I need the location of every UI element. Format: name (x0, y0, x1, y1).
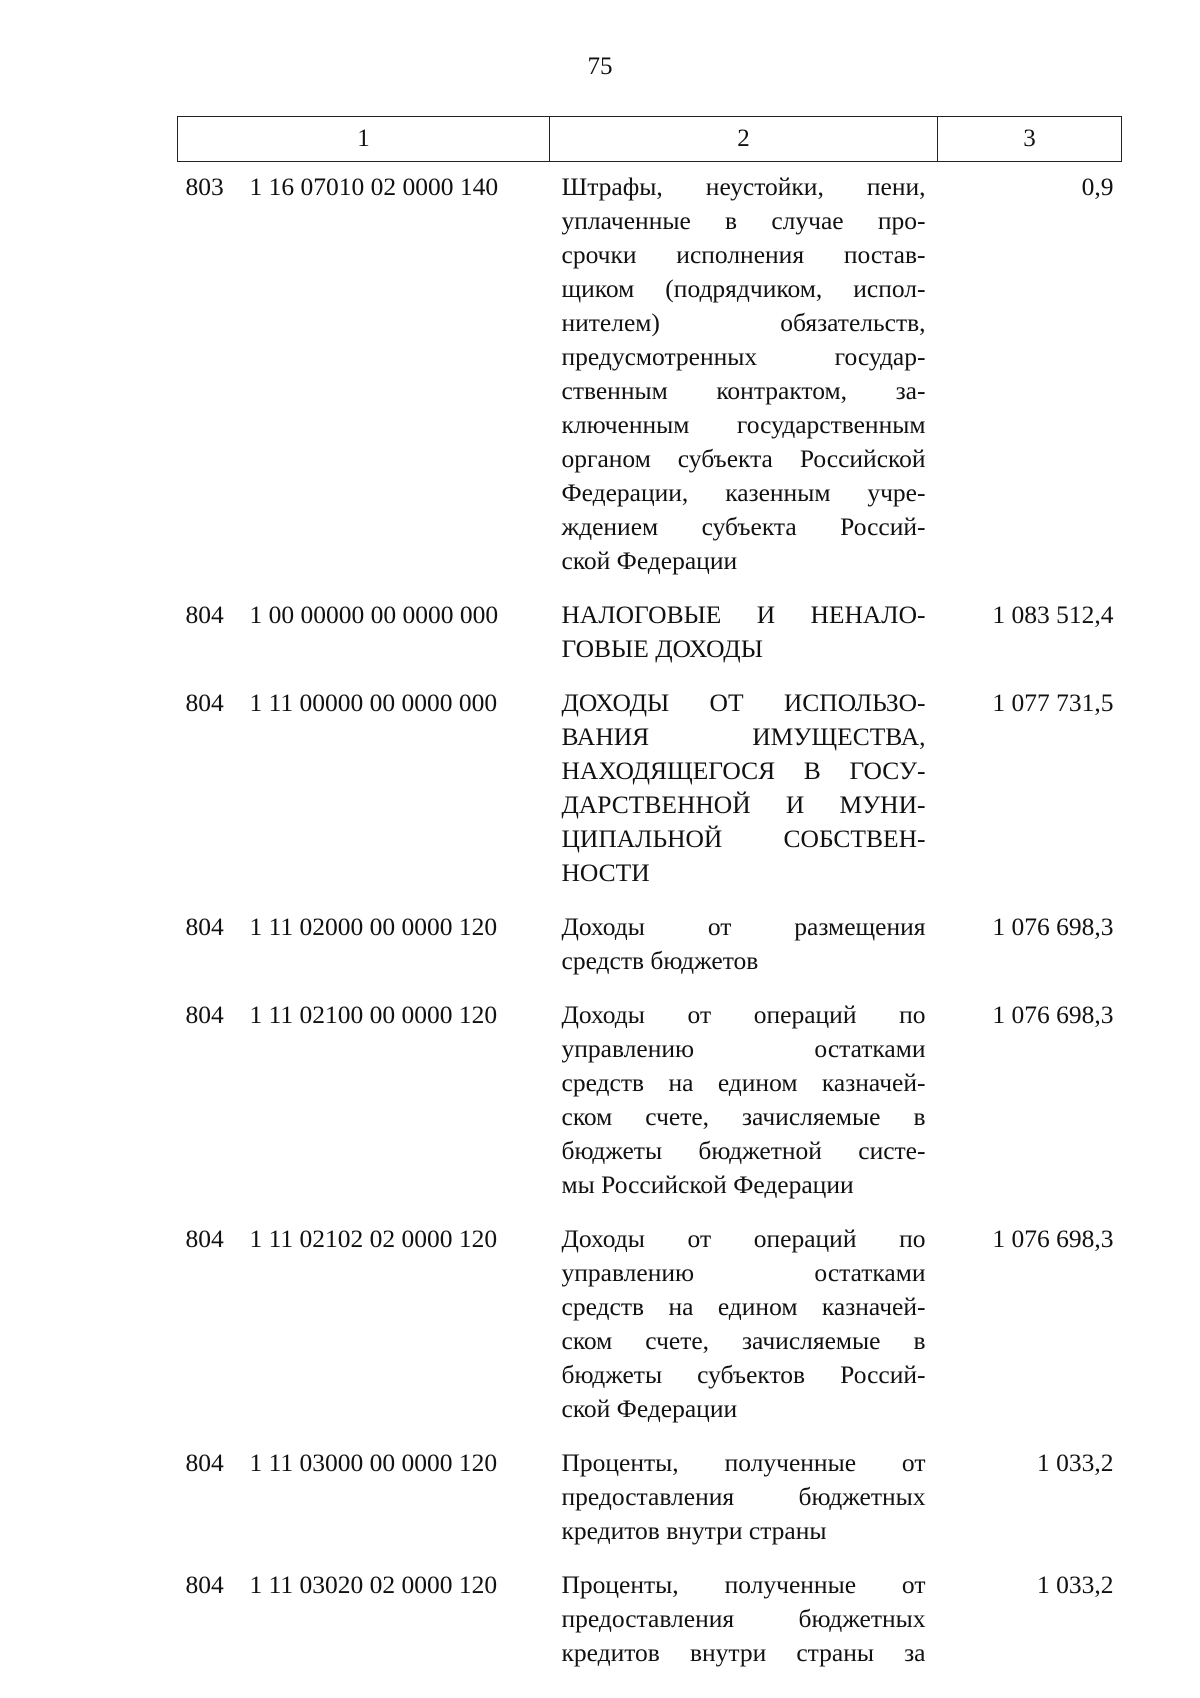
revenue-name-line: кредитов внутри страны (561, 1516, 827, 1545)
revenue-name-cell (550, 988, 938, 1212)
table-row (178, 988, 1122, 1212)
administrator-code: 804 (185, 688, 224, 717)
revenue-name-line: средств на едином казначей- (561, 1292, 926, 1321)
revenue-name-line: ском счете, зачисляемые в (561, 1102, 926, 1131)
revenue-name-line: ЦИПАЛЬНОЙ СОБСТВЕН- (561, 824, 926, 853)
revenue-name-line: мы Российской Федерации (561, 1170, 854, 1199)
revenue-name-line: ственным контрактом, за- (561, 376, 926, 405)
revenue-table (177, 116, 1122, 1680)
revenue-name-line: средств бюджетов (561, 946, 759, 975)
table-row (178, 676, 1122, 900)
revenue-name-line: Проценты, полученные от (561, 1448, 926, 1477)
code-cell (178, 1212, 550, 1436)
revenue-name-line: кредитов внутри страны за (561, 1638, 926, 1667)
revenue-name-line: Проценты, полученные от (561, 1570, 926, 1599)
revenue-name-cell (550, 676, 938, 900)
revenue-name-line: предоставления бюджетных (561, 1604, 926, 1633)
revenue-name-cell (550, 900, 938, 988)
budget-classification-code: 1 16 07010 02 0000 140 (249, 172, 499, 201)
revenue-name-line: управлению остатками (561, 1034, 926, 1063)
revenue-name-line: ключенным государственным (561, 410, 926, 439)
code-cell (178, 900, 550, 988)
code-cell (178, 162, 550, 589)
revenue-name-line: бюджеты бюджетной систе- (561, 1136, 926, 1165)
administrator-code: 804 (185, 1448, 224, 1477)
revenue-name-line: ской Федерации (561, 546, 738, 575)
revenue-name-line: средств на едином казначей- (561, 1068, 926, 1097)
revenue-name-cell (550, 1558, 938, 1680)
budget-classification-code: 1 11 02000 00 0000 120 (249, 912, 498, 941)
revenue-name-line: нителем) обязательств, (561, 308, 926, 337)
administrator-code: 803 (185, 172, 224, 201)
revenue-name-line: Федерации, казенным учре- (561, 478, 926, 507)
revenue-name-line: ДОХОДЫ ОТ ИСПОЛЬЗО- (561, 688, 926, 717)
amount-cell: 1 083 512,4 (992, 600, 1114, 629)
code-cell (178, 588, 550, 676)
administrator-code: 804 (185, 1570, 224, 1599)
amount-cell: 1 076 698,3 (992, 1224, 1114, 1253)
amount-cell: 1 033,2 (1037, 1570, 1114, 1599)
revenue-name-line: НАХОДЯЩЕГОСЯ В ГОСУ- (561, 756, 926, 785)
code-cell (178, 988, 550, 1212)
revenue-name-line: щиком (подрядчиком, испол- (561, 274, 926, 303)
revenue-name-line: ВАНИЯ ИМУЩЕСТВА, (561, 722, 926, 751)
revenue-name-cell (550, 1436, 938, 1558)
table-row (178, 1558, 1122, 1680)
table-row (178, 900, 1122, 988)
budget-classification-code: 1 11 02100 00 0000 120 (249, 1000, 498, 1029)
amount-cell: 1 077 731,5 (992, 688, 1114, 717)
header-column-3: 3 (938, 117, 1122, 162)
table-row (178, 588, 1122, 676)
revenue-name-line: ждением субъекта Россий- (561, 512, 926, 541)
revenue-name-line: ской Федерации (561, 1394, 738, 1423)
table-body (178, 162, 1122, 1681)
table-header-row (178, 117, 1122, 162)
revenue-name-line: управлению остатками (561, 1258, 926, 1287)
header-column-1: 1 (178, 117, 550, 162)
amount-cell: 0,9 (1081, 172, 1114, 201)
revenue-name-line: ДАРСТВЕННОЙ И МУНИ- (561, 790, 926, 819)
revenue-name-line: предоставления бюджетных (561, 1482, 926, 1511)
revenue-name-cell (550, 162, 938, 589)
revenue-name-line: Доходы от размещения (561, 912, 926, 941)
revenue-name-line: ском счете, зачисляемые в (561, 1326, 926, 1355)
table-row (178, 162, 1122, 589)
administrator-code: 804 (185, 1224, 224, 1253)
administrator-code: 804 (185, 912, 224, 941)
revenue-name-line: предусмотренных государ- (561, 342, 926, 371)
budget-classification-code: 1 11 00000 00 0000 000 (249, 688, 498, 717)
code-cell (178, 676, 550, 900)
amount-cell: 1 033,2 (1037, 1448, 1114, 1477)
header-column-2: 2 (550, 117, 938, 162)
amount-cell: 1 076 698,3 (992, 912, 1114, 941)
revenue-name-line: Доходы от операций по (561, 1000, 926, 1029)
budget-classification-code: 1 11 03020 02 0000 120 (249, 1570, 498, 1599)
revenue-name-line: Доходы от операций по (561, 1224, 926, 1253)
amount-cell: 1 076 698,3 (992, 1000, 1114, 1029)
revenue-name-line: срочки исполнения постав- (561, 240, 926, 269)
revenue-name-line: НОСТИ (561, 858, 650, 887)
code-cell (178, 1436, 550, 1558)
administrator-code: 804 (185, 600, 224, 629)
budget-classification-code: 1 11 03000 00 0000 120 (249, 1448, 498, 1477)
revenue-name-line: бюджеты субъектов Россий- (561, 1360, 926, 1389)
table-row (178, 1212, 1122, 1436)
revenue-name-line: органом субъекта Российской (561, 444, 926, 473)
revenue-name-cell (550, 1212, 938, 1436)
table-header (178, 117, 1122, 162)
revenue-name-line: Штрафы, неустойки, пени, (561, 172, 926, 201)
budget-classification-code: 1 00 00000 00 0000 000 (249, 600, 499, 629)
administrator-code: 804 (185, 1000, 224, 1029)
table-row (178, 1436, 1122, 1558)
revenue-name-line: НАЛОГОВЫЕ И НЕНАЛО- (561, 600, 926, 629)
code-cell (178, 1558, 550, 1680)
budget-classification-code: 1 11 02102 02 0000 120 (249, 1224, 498, 1253)
revenue-name-cell (550, 588, 938, 676)
page-number: 75 (587, 53, 613, 80)
revenue-name-line: уплаченные в случае про- (561, 206, 926, 235)
revenue-name-line: ГОВЫЕ ДОХОДЫ (561, 634, 763, 663)
